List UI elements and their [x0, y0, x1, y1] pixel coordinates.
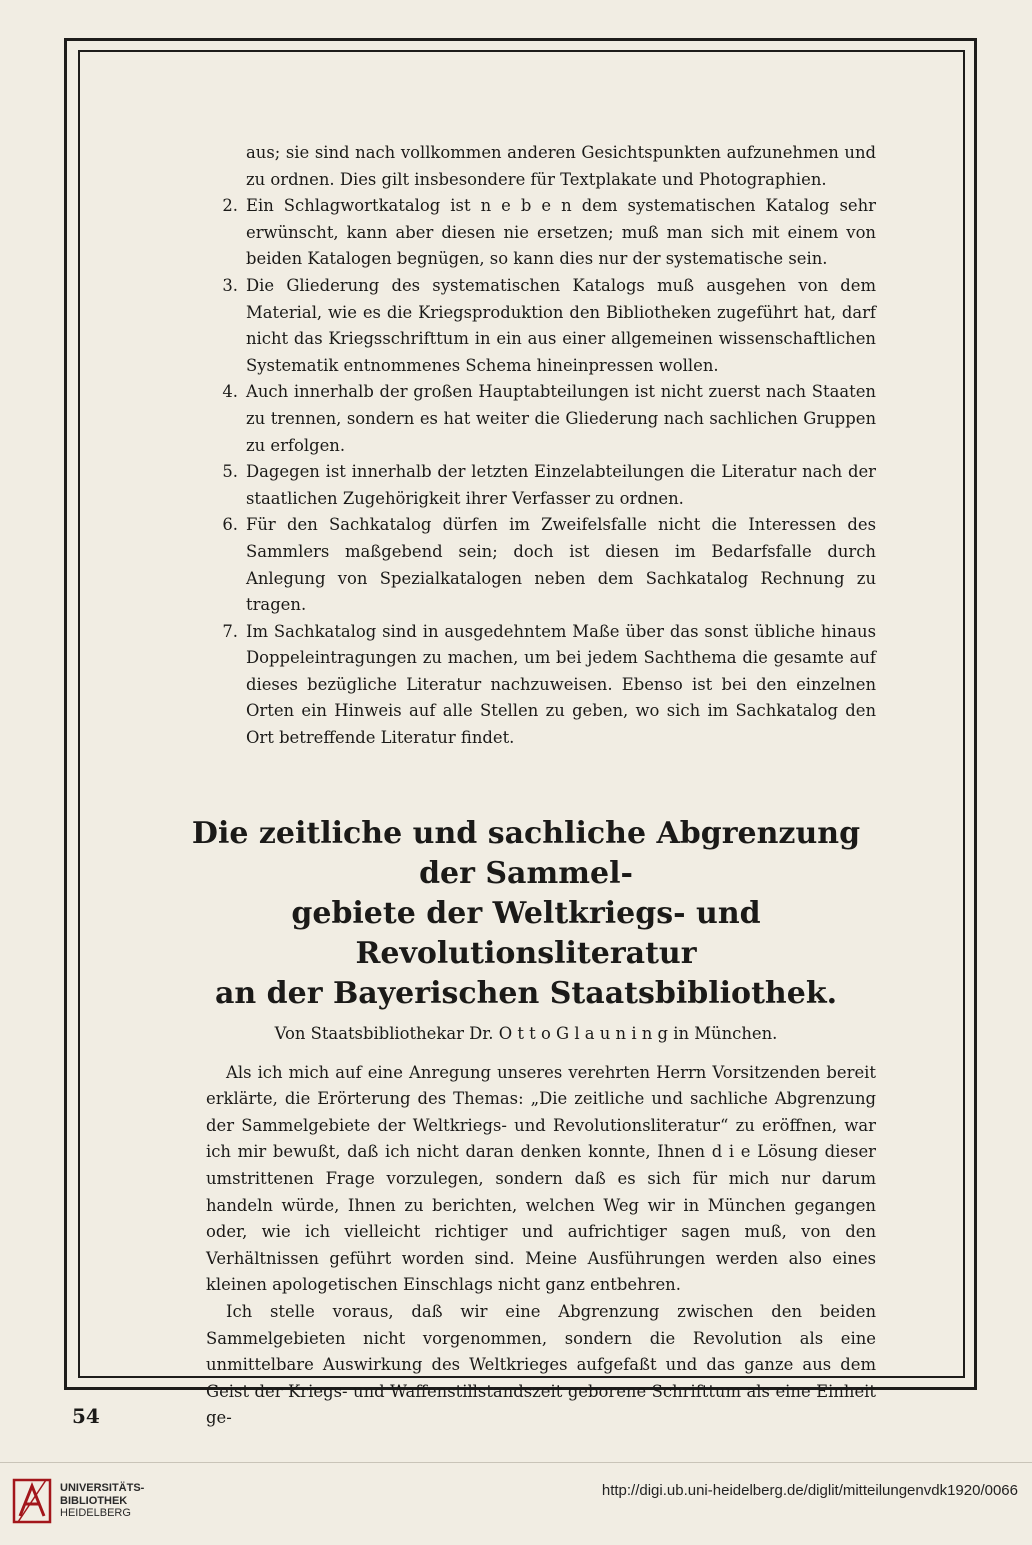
- list-item: [176, 512, 876, 618]
- list-item-number: 3.: [222, 275, 238, 295]
- article-heading: [176, 814, 876, 1014]
- list-item: [176, 459, 876, 512]
- list-item: [176, 379, 876, 459]
- article-heading-line: Die zeitliche und sachliche Abgrenzung der Sammel-: [191, 815, 861, 891]
- numbered-list: [176, 193, 876, 751]
- list-item-text: Für den Sachkatalog dürfen im Zweifelsfalle nicht die Interessen des Sammlers maßgebend sein; doch ist diesen im Bedarfsfalle durch Anlegung von Spezialkatalogen neben dem Sachkatalog Rechnung zu tragen.: [246, 515, 876, 615]
- list-item-number: 6.: [222, 515, 238, 535]
- article-body: [206, 1060, 876, 1432]
- page-content: [176, 140, 876, 1432]
- list-item: [176, 273, 876, 379]
- footer-divider: [0, 1462, 1032, 1463]
- list-item-number: 2.: [222, 196, 238, 216]
- list-item: [176, 619, 876, 752]
- list-item-text: Im Sachkatalog sind in ausgedehntem Maße über das sonst übliche hinaus Doppeleintragungen zu machen, um bei jedem Sachthema die gesamte auf dieses bezügliche Literatur nachzuweisen. Ebenso ist bei den einzelnen Orten ein Hinweis auf alle Stellen zu geben, wo sich im Sachkatalog den Ort betreffende Literatur findet.: [246, 621, 876, 748]
- list-item-text: Dagegen ist innerhalb der letzten Einzelabteilungen die Literatur nach der staatlichen Zugehörigkeit ihrer Verfasser zu ordnen.: [246, 462, 876, 508]
- article-heading-line: gebiete der Weltkriegs- und Revolutionsliteratur: [291, 895, 761, 971]
- article-byline: Von Staatsbibliothekar Dr. O t t o G l a u n i n g in München.: [274, 1023, 778, 1043]
- list-item-text: Ein Schlagwortkatalog ist n e b e n dem systematischen Katalog sehr erwünscht, kann aber diesen nie ersetzen; muß man sich mit einem von beiden Katalogen begnügen, so kann dies nur der systematische sein.: [246, 196, 876, 269]
- library-name-line: UNIVERSITÄTS-: [60, 1482, 145, 1494]
- library-name: [60, 1482, 144, 1520]
- body-paragraph: Ich stelle voraus, daß wir eine Abgrenzung zwischen den beiden Sammelgebieten nicht vorgenommen, sondern die Revolution als eine unmittelbare Auswirkung des Weltkrieges aufgefaßt und das ganze aus dem Geist der Kriegs- und Waffenstillstandszeit geborene Schrifttum als eine Einheit ge-: [206, 1302, 876, 1428]
- library-name-line: HEIDELBERG: [60, 1507, 131, 1519]
- list-item: [176, 193, 876, 273]
- library-name-line: BIBLIOTHEK: [60, 1494, 128, 1507]
- body-paragraph: Als ich mich auf eine Anregung unseres verehrten Herrn Vorsitzenden bereit erklärte, die Erörterung des Themas: „Die zeitliche und sachliche Abgrenzung der Sammelgebiete der Weltkriegs- und Revolutionsliteratur“ zu eröffnen, war ich mir bewußt, daß ich nicht daran denken konnte, Ihnen d i e Lösung dieser umstrittenen Frage vorzulegen, sondern daß es sich für mich nur darum handeln würde, Ihnen zu berichten, welchen Weg wir in München gegangen oder, wie ich vielleicht richtiger und aufrichtiger sagen muß, von den Verhältnissen geführt worden sind. Meine Ausführungen werden also eines kleinen apologetischen Einschlags nicht ganz entbehren.: [206, 1062, 876, 1295]
- list-item-number: 5.: [222, 462, 238, 482]
- list-item-text: Die Gliederung des systematischen Katalogs muß ausgehen von dem Material, wie es die Kriegsproduktion den Bibliotheken zugeführt hat, darf nicht das Kriegsschrifttum in ein aus einer allgemeinen wissenschaftlichen Systematik entnommenes Schema hineinpressen wollen.: [246, 275, 876, 375]
- list-item-number: 7.: [222, 621, 238, 641]
- intro-continuation: aus; sie sind nach vollkommen anderen Gesichtspunkten aufzunehmen und zu ordnen. Dies gilt insbesondere für Textplakate und Photographien.: [246, 143, 876, 189]
- article-heading-line: an der Bayerischen Staatsbibliothek.: [214, 975, 838, 1011]
- list-item-text: Auch innerhalb der großen Hauptabteilungen ist nicht zuerst nach Staaten zu trennen, sondern es hat weiter die Gliederung nach sachlichen Gruppen zu erfolgen.: [246, 382, 876, 455]
- source-url-link[interactable]: http://digi.ub.uni-heidelberg.de/diglit/mitteilungenvdk1920/0066: [601, 1482, 1018, 1499]
- list-item-number: 4.: [222, 382, 238, 402]
- library-logo-icon: [12, 1476, 52, 1526]
- page-number: 54: [72, 1404, 100, 1428]
